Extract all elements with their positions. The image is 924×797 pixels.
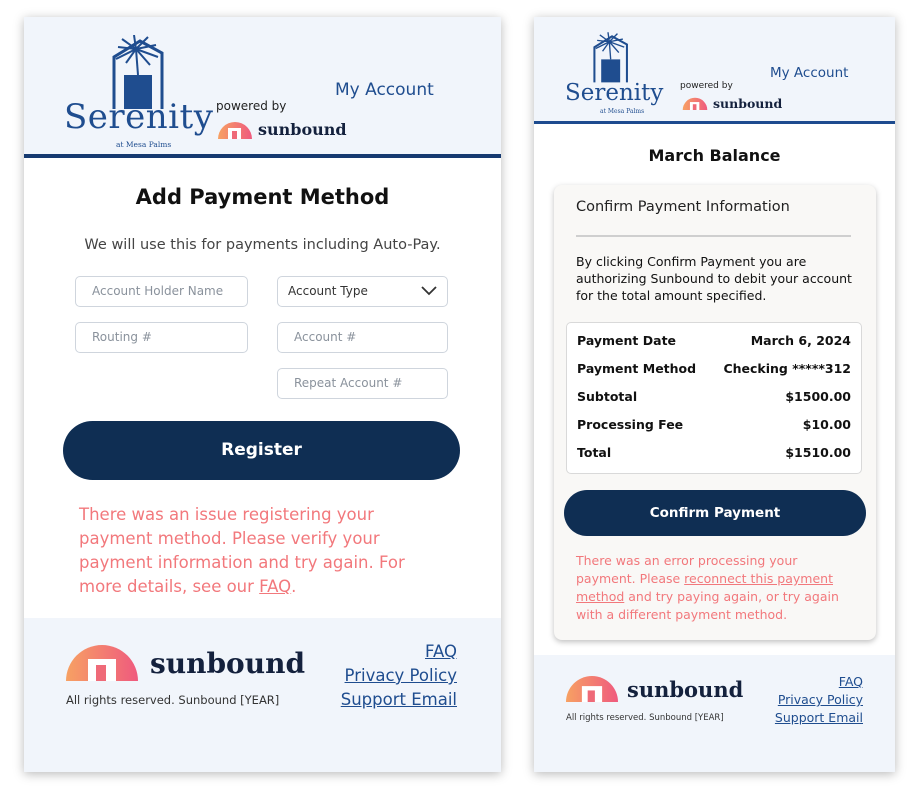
routing-number-input[interactable]: Routing #	[75, 322, 248, 353]
summary-value: March 6, 2024	[750, 333, 851, 348]
footer-privacy-policy-link[interactable]: Privacy Policy	[344, 666, 457, 685]
authorization-text: By clicking Confirm Payment you are authorizing Sunbound to debit your account for the total amount specified.	[576, 254, 852, 303]
error-message	[576, 552, 871, 624]
page-title: Add Payment Method	[135, 185, 390, 209]
error-text-fragment: .	[291, 577, 297, 596]
powered-by-label: powered by	[680, 81, 733, 91]
my-account-link[interactable]: My Account	[335, 80, 434, 100]
divider	[576, 235, 851, 237]
payment-summary-table	[566, 322, 862, 474]
error-line: payment method. Please verify your	[79, 529, 380, 548]
account-type-select[interactable]	[277, 276, 448, 307]
error-line: payment information and try again. For	[79, 553, 405, 572]
summary-row	[577, 417, 851, 437]
sunbound-wordmark: sunbound	[627, 676, 744, 702]
sunbound-wordmark: sunbound	[150, 646, 306, 680]
confirm-payment-screen	[534, 17, 895, 772]
serenity-wordmark: Serenity	[565, 80, 664, 106]
footer-faq-link[interactable]: FAQ	[838, 674, 863, 689]
summary-label: Total	[577, 445, 612, 460]
error-line: with a different payment method.	[576, 607, 788, 622]
footer-support-email-link[interactable]: Support Email	[774, 710, 863, 725]
footer-privacy-policy-link[interactable]: Privacy Policy	[777, 692, 863, 707]
summary-row	[577, 445, 851, 465]
my-account-link[interactable]: My Account	[770, 65, 849, 81]
chevron-down-icon	[421, 286, 437, 296]
footer-sunbound-brand	[566, 676, 743, 702]
error-line	[576, 570, 871, 588]
repeat-account-number-input[interactable]: Repeat Account #	[277, 368, 448, 399]
serenity-tagline: at Mesa Palms	[600, 108, 645, 115]
card-title: Confirm Payment Information	[576, 199, 790, 215]
confirm-payment-card	[554, 185, 876, 640]
sunbound-logo-icon	[66, 645, 138, 681]
summary-label: Processing Fee	[577, 417, 684, 432]
reconnect-payment-method-link[interactable]: method	[576, 589, 625, 604]
faq-link[interactable]: FAQ	[259, 577, 292, 596]
page-title: March Balance	[648, 146, 781, 165]
summary-value: Checking *****312	[723, 361, 851, 376]
add-payment-screen	[24, 17, 501, 772]
summary-label: Payment Method	[577, 361, 697, 376]
register-button[interactable]: Register	[63, 421, 460, 480]
error-line: There was an error processing your	[576, 553, 798, 568]
error-line	[576, 588, 871, 606]
account-number-input[interactable]: Account #	[277, 322, 448, 353]
header	[24, 17, 501, 158]
summary-label: Subtotal	[577, 389, 638, 404]
confirm-payment-button[interactable]: Confirm Payment	[564, 490, 866, 536]
serenity-wordmark: Serenity	[64, 97, 214, 137]
footer-sunbound-brand	[66, 645, 305, 681]
summary-row	[577, 361, 851, 381]
summary-value: $1510.00	[785, 445, 851, 460]
reconnect-payment-method-link[interactable]: reconnect this payment	[684, 571, 833, 586]
sunbound-wordmark: sunbound	[258, 120, 347, 139]
sunbound-logo-icon	[218, 121, 252, 139]
account-type-value: Account Type	[288, 284, 368, 298]
sunbound-brand	[218, 120, 347, 139]
error-line: There was an issue registering your	[79, 505, 374, 524]
summary-value: $1500.00	[785, 389, 851, 404]
sunbound-logo-icon	[682, 97, 708, 110]
footer-links	[341, 640, 457, 712]
copyright-text: All rights reserved. Sunbound [YEAR]	[566, 713, 724, 723]
error-line	[79, 575, 479, 599]
serenity-palm-logo-icon	[589, 31, 631, 85]
account-holder-name-input[interactable]: Account Holder Name	[75, 276, 248, 307]
summary-row	[577, 333, 851, 353]
footer	[534, 655, 895, 772]
error-text-fragment: payment. Please	[576, 571, 685, 586]
powered-by-label: powered by	[216, 99, 287, 113]
footer-faq-link[interactable]: FAQ	[425, 642, 457, 661]
footer	[24, 618, 501, 772]
summary-label: Payment Date	[577, 333, 677, 348]
sunbound-brand	[682, 96, 782, 111]
footer-support-email-link[interactable]: Support Email	[340, 690, 457, 709]
error-text-fragment: more details, see our	[79, 577, 260, 596]
sunbound-wordmark: sunbound	[713, 96, 783, 111]
header	[534, 17, 895, 124]
sunbound-logo-icon	[566, 676, 618, 702]
error-text-fragment: and try paying again, or try again	[624, 589, 839, 604]
error-message	[79, 503, 479, 599]
copyright-text: All rights reserved. Sunbound [YEAR]	[66, 693, 280, 707]
summary-value: $10.00	[802, 417, 851, 432]
serenity-tagline: at Mesa Palms	[116, 140, 172, 149]
page-subtitle: We will use this for payments including Auto-Pay.	[84, 237, 441, 253]
footer-links	[775, 673, 863, 727]
summary-row	[577, 389, 851, 409]
